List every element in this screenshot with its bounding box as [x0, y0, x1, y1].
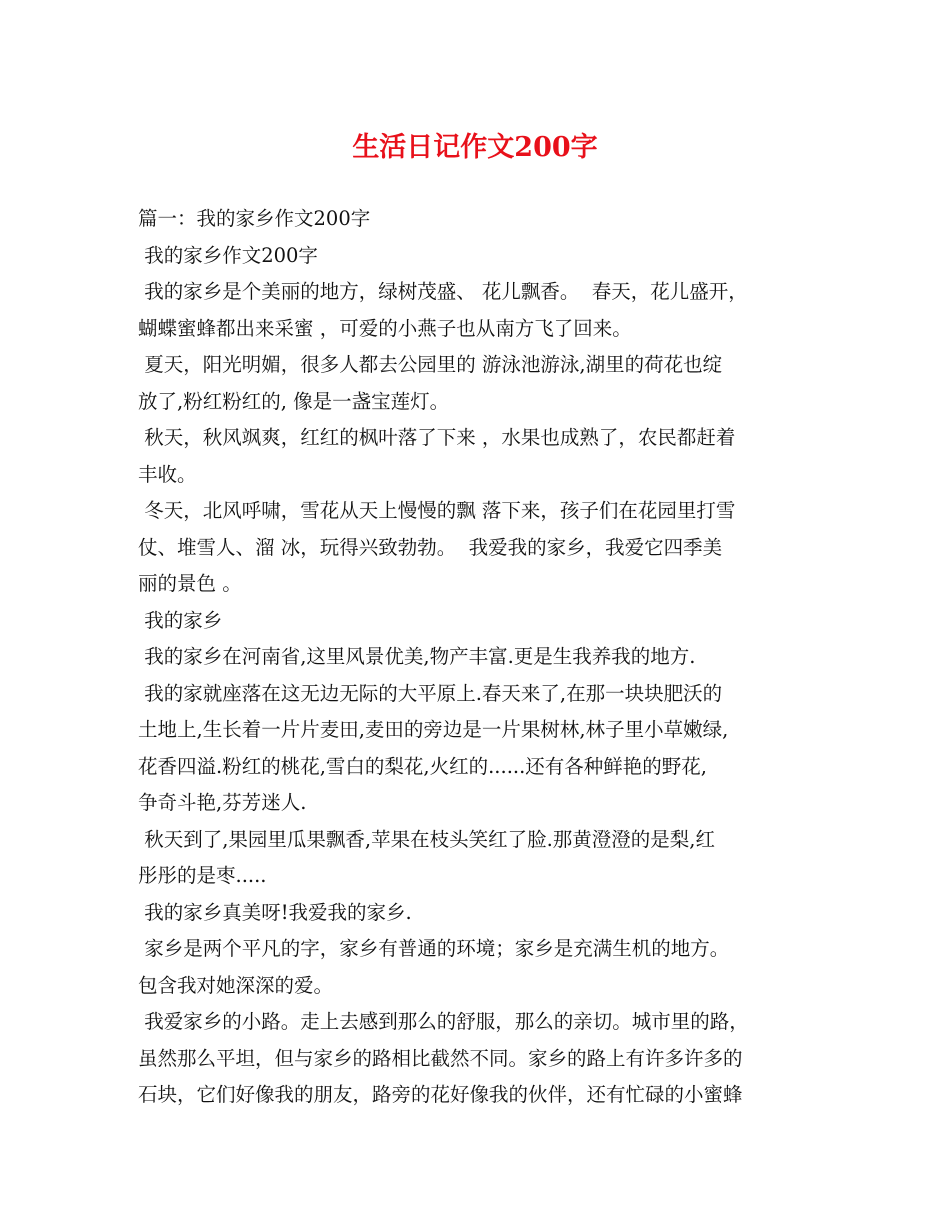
- text-line: 我爱家乡的小路。走上去感到那么的舒服，那么的亲切。城市里的路，: [138, 1010, 749, 1033]
- text-line: 包含我对她深深的爱。: [138, 973, 334, 997]
- text-line: 放了,粉红粉红的, 像是一盏宝莲灯。: [138, 389, 450, 413]
- text-line: 夏天，阳光明媚，很多人都去公园里的 游泳池游泳,湖里的荷花也绽: [138, 353, 723, 376]
- text-line: 花香四溢.粉红的桃花,雪白的梨花,火红的......还有各种鲜艳的野花,: [138, 754, 707, 778]
- text-line: 石块，它们好像我的朋友，路旁的花好像我的伙伴，还有忙碌的小蜜蜂: [138, 1083, 743, 1106]
- text-line: 我的家乡在河南省,这里风景优美,物产丰富.更是生我养我的地方.: [138, 645, 696, 668]
- text-line: 仗、堆雪人、溜 冰，玩得兴致勃勃。 我爱我的家乡，我爱它四季美: [138, 535, 723, 559]
- text-line: 争奇斗艳,芬芳迷人.: [138, 791, 307, 814]
- document-body: [138, 201, 818, 1114]
- text-line: 土地上,生长着一片片麦田,麦田的旁边是一片果树林,林子里小草嫩绿,: [138, 718, 729, 741]
- text-line: 彤彤的是枣.....: [138, 864, 267, 887]
- text-line: 我的家就座落在这无边无际的大平原上.春天来了,在那一块块肥沃的: [138, 681, 723, 705]
- text-line: 丰收。: [138, 462, 197, 486]
- text-line: 丽的景色 。: [138, 572, 242, 595]
- text-line: 冬天，北风呼啸，雪花从天上慢慢的飘 落下来，孩子们在花园里打雪: [138, 499, 736, 522]
- text-line: 我的家乡作文200字: [138, 243, 318, 267]
- document-title: 生活日记作文200字: [352, 132, 598, 163]
- text-line: 蝴蝶蜜蜂都出来采蜜 ，可爱的小燕子也从南方飞了回来。: [138, 316, 632, 340]
- text-line: 篇一：我的家乡作文200字: [138, 207, 371, 230]
- text-line: 我的家乡真美呀!我爱我的家乡.: [138, 900, 412, 924]
- text-line: 秋天到了,果园里瓜果飘香,苹果在枝头笑红了脸.那黄澄澄的是梨,红: [138, 827, 715, 851]
- text-line: 我的家乡是个美丽的地方，绿树茂盛、 花儿飘香。 春天，花儿盛开，: [138, 280, 748, 303]
- text-line: 秋天，秋风飒爽，红红的枫叶落了下来 ，水果也成熟了，农民都赶着: [138, 426, 736, 449]
- text-line: 我的家乡: [138, 608, 223, 632]
- text-line: 家乡是两个平凡的字，家乡有普通的环境；家乡是充满生机的地方。: [138, 937, 730, 960]
- text-line: 虽然那么平坦，但与家乡的路相比截然不同。家乡的路上有许多许多的: [138, 1046, 743, 1070]
